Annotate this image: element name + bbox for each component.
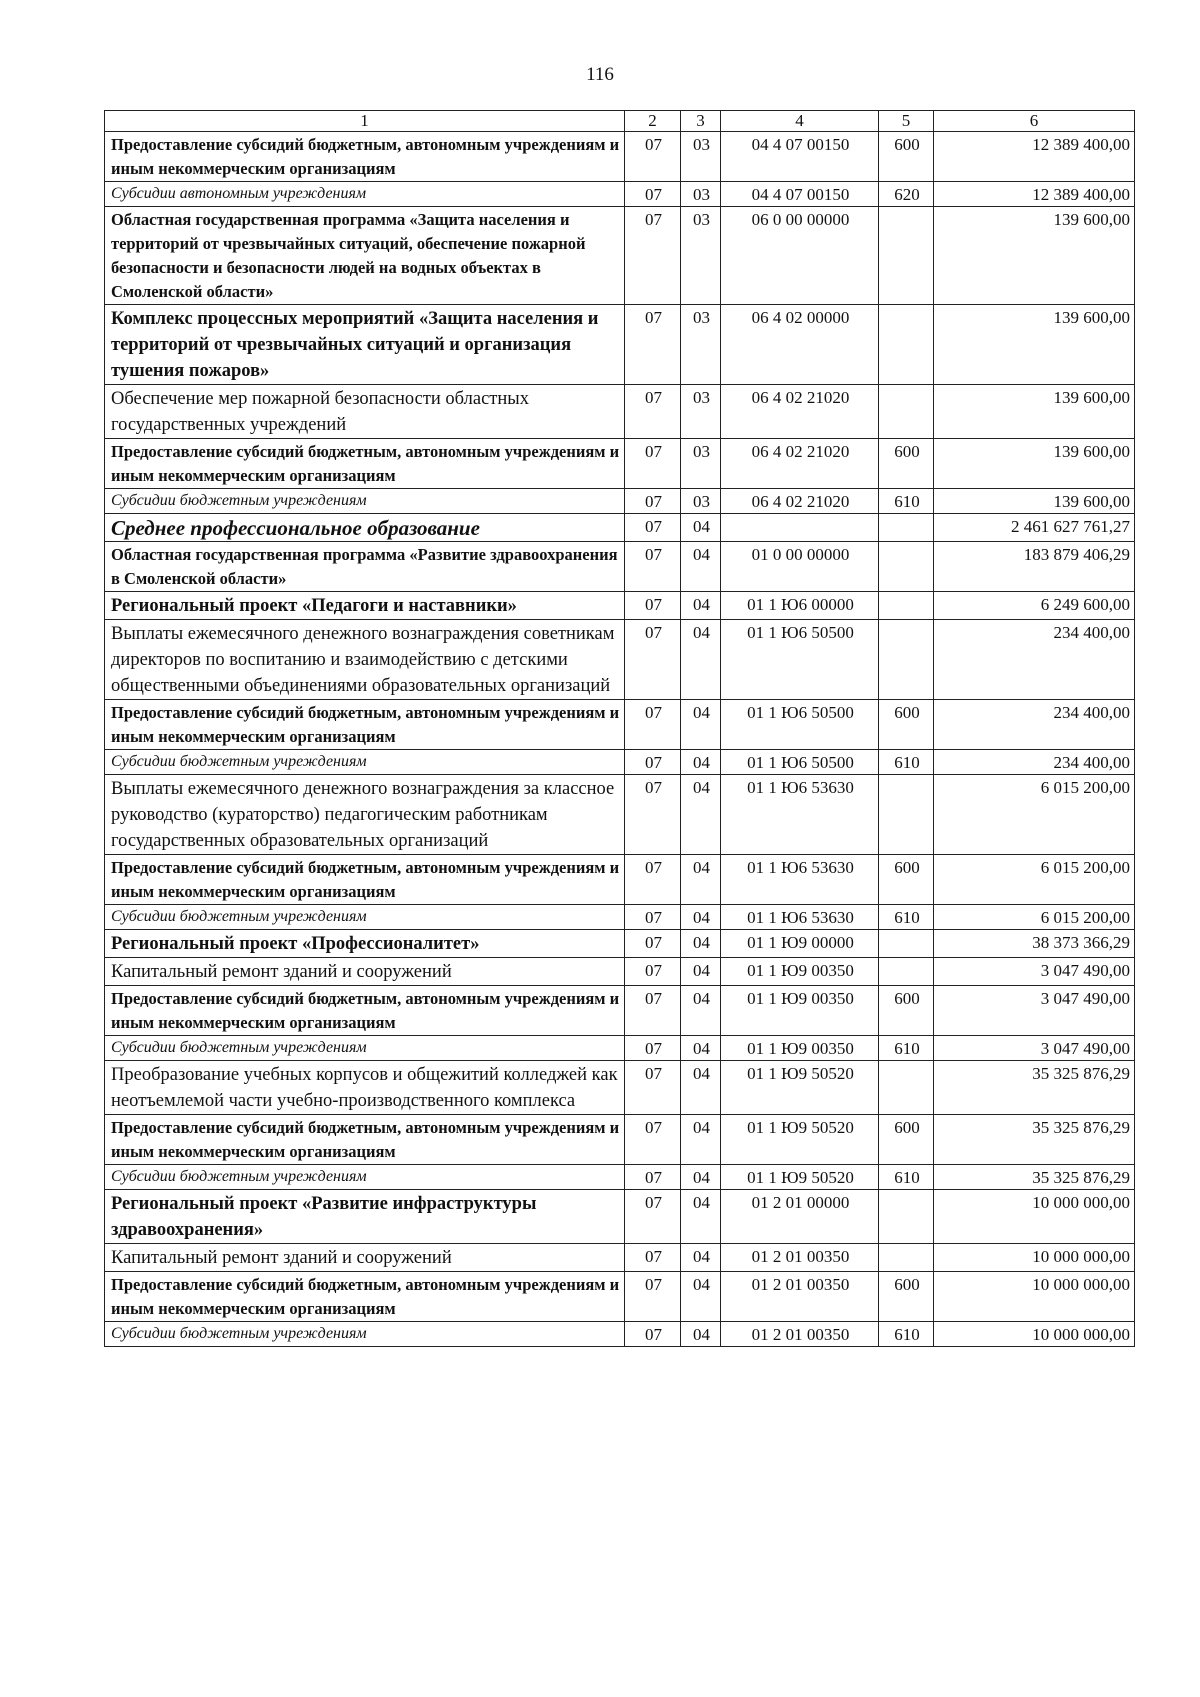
row-section-code: 07	[625, 305, 681, 385]
table-row	[105, 986, 1135, 1036]
row-expense-type	[879, 930, 934, 958]
row-amount: 10 000 000,00	[934, 1190, 1135, 1244]
row-section-code: 07	[625, 930, 681, 958]
row-section-code: 07	[625, 905, 681, 930]
row-amount: 3 047 490,00	[934, 958, 1135, 986]
row-amount: 35 325 876,29	[934, 1165, 1135, 1190]
row-amount: 12 389 400,00	[934, 132, 1135, 182]
row-name: Предоставление субсидий бюджетным, автономным учреждениям и иным некоммерческим организациям	[105, 1272, 625, 1322]
row-target-article: 06 4 02 21020	[721, 439, 879, 489]
row-name: Областная государственная программа «Развитие здравоохранения в Смоленской области»	[105, 542, 625, 592]
row-expense-type: 600	[879, 855, 934, 905]
row-target-article	[721, 514, 879, 542]
row-name: Областная государственная программа «Защита населения и территорий от чрезвычайных ситуаций, обеспечение пожарной безопасности и безопасности людей на водных объектах в Смоленской области»	[105, 207, 625, 305]
row-subsection-code: 04	[681, 700, 721, 750]
row-section-code: 07	[625, 700, 681, 750]
row-target-article: 06 4 02 00000	[721, 305, 879, 385]
row-amount: 10 000 000,00	[934, 1322, 1135, 1347]
row-expense-type	[879, 385, 934, 439]
table-row	[105, 207, 1135, 305]
row-expense-type: 600	[879, 986, 934, 1036]
table-row	[105, 592, 1135, 620]
row-section-code: 07	[625, 1272, 681, 1322]
row-subsection-code: 04	[681, 1165, 721, 1190]
row-amount: 3 047 490,00	[934, 1036, 1135, 1061]
row-target-article: 01 2 01 00350	[721, 1272, 879, 1322]
column-header-5: 5	[879, 111, 934, 132]
row-subsection-code: 04	[681, 930, 721, 958]
row-section-code: 07	[625, 542, 681, 592]
row-subsection-code: 03	[681, 385, 721, 439]
row-subsection-code: 04	[681, 986, 721, 1036]
row-name: Предоставление субсидий бюджетным, автономным учреждениям и иным некоммерческим организациям	[105, 1115, 625, 1165]
row-subsection-code: 03	[681, 182, 721, 207]
row-section-code: 07	[625, 182, 681, 207]
row-expense-type: 610	[879, 1036, 934, 1061]
row-section-code: 07	[625, 592, 681, 620]
row-expense-type	[879, 592, 934, 620]
row-section-code: 07	[625, 986, 681, 1036]
column-header-4: 4	[721, 111, 879, 132]
row-amount: 6 015 200,00	[934, 775, 1135, 855]
row-expense-type	[879, 514, 934, 542]
column-header-1: 1	[105, 111, 625, 132]
row-amount: 183 879 406,29	[934, 542, 1135, 592]
table-row	[105, 1115, 1135, 1165]
table-row	[105, 182, 1135, 207]
row-expense-type: 600	[879, 132, 934, 182]
table-row	[105, 958, 1135, 986]
row-expense-type	[879, 1061, 934, 1115]
budget-table	[104, 110, 1135, 1347]
row-name: Капитальный ремонт зданий и сооружений	[105, 958, 625, 986]
table-row	[105, 1061, 1135, 1115]
row-name: Субсидии бюджетным учреждениям	[105, 750, 625, 775]
row-name: Предоставление субсидий бюджетным, автономным учреждениям и иным некоммерческим организациям	[105, 439, 625, 489]
page-number: 116	[586, 64, 614, 85]
row-amount: 6 015 200,00	[934, 855, 1135, 905]
row-name: Предоставление субсидий бюджетным, автономным учреждениям и иным некоммерческим организациям	[105, 700, 625, 750]
row-section-code: 07	[625, 958, 681, 986]
row-expense-type	[879, 1244, 934, 1272]
row-expense-type: 610	[879, 1165, 934, 1190]
row-section-code: 07	[625, 514, 681, 542]
row-section-code: 07	[625, 1036, 681, 1061]
row-name: Обеспечение мер пожарной безопасности областных государственных учреждений	[105, 385, 625, 439]
row-section-code: 07	[625, 207, 681, 305]
row-subsection-code: 04	[681, 592, 721, 620]
row-name: Преобразование учебных корпусов и общежитий колледжей как неотъемлемой части учебно-производственного комплекса	[105, 1061, 625, 1115]
table-row	[105, 1322, 1135, 1347]
table-row	[105, 305, 1135, 385]
row-name: Региональный проект «Педагоги и наставники»	[105, 592, 625, 620]
table-row	[105, 1244, 1135, 1272]
table-row	[105, 385, 1135, 439]
row-target-article: 06 0 00 00000	[721, 207, 879, 305]
row-amount: 139 600,00	[934, 489, 1135, 514]
row-name: Предоставление субсидий бюджетным, автономным учреждениям и иным некоммерческим организациям	[105, 986, 625, 1036]
row-name: Субсидии бюджетным учреждениям	[105, 1036, 625, 1061]
row-expense-type: 610	[879, 905, 934, 930]
row-amount: 139 600,00	[934, 207, 1135, 305]
table-row	[105, 439, 1135, 489]
row-name: Субсидии бюджетным учреждениям	[105, 1322, 625, 1347]
row-name: Предоставление субсидий бюджетным, автономным учреждениям и иным некоммерческим организациям	[105, 132, 625, 182]
row-target-article: 01 1 Ю9 50520	[721, 1115, 879, 1165]
row-section-code: 07	[625, 775, 681, 855]
row-amount: 234 400,00	[934, 620, 1135, 700]
row-name: Среднее профессиональное образование	[105, 514, 625, 542]
table-row	[105, 542, 1135, 592]
row-section-code: 07	[625, 1061, 681, 1115]
row-subsection-code: 04	[681, 514, 721, 542]
row-amount: 6 015 200,00	[934, 905, 1135, 930]
row-target-article: 01 1 Ю6 53630	[721, 775, 879, 855]
row-section-code: 07	[625, 132, 681, 182]
row-name: Выплаты ежемесячного денежного вознаграждения за классное руководство (кураторство) педагогическим работникам государственных образовательных организаций	[105, 775, 625, 855]
row-target-article: 01 1 Ю9 00000	[721, 930, 879, 958]
table-row	[105, 930, 1135, 958]
table-row	[105, 489, 1135, 514]
row-expense-type	[879, 542, 934, 592]
row-amount: 3 047 490,00	[934, 986, 1135, 1036]
row-expense-type	[879, 305, 934, 385]
row-subsection-code: 04	[681, 1322, 721, 1347]
row-subsection-code: 03	[681, 207, 721, 305]
row-target-article: 01 1 Ю6 50500	[721, 700, 879, 750]
row-subsection-code: 04	[681, 542, 721, 592]
row-expense-type: 610	[879, 1322, 934, 1347]
row-expense-type: 610	[879, 750, 934, 775]
row-amount: 139 600,00	[934, 385, 1135, 439]
row-section-code: 07	[625, 1190, 681, 1244]
row-expense-type	[879, 207, 934, 305]
row-amount: 139 600,00	[934, 305, 1135, 385]
row-target-article: 06 4 02 21020	[721, 489, 879, 514]
row-target-article: 01 1 Ю9 00350	[721, 986, 879, 1036]
table-row	[105, 700, 1135, 750]
row-name: Субсидии бюджетным учреждениям	[105, 905, 625, 930]
row-amount: 234 400,00	[934, 750, 1135, 775]
row-section-code: 07	[625, 1115, 681, 1165]
row-subsection-code: 04	[681, 1036, 721, 1061]
row-section-code: 07	[625, 385, 681, 439]
table-row	[105, 514, 1135, 542]
row-amount: 2 461 627 761,27	[934, 514, 1135, 542]
row-name: Капитальный ремонт зданий и сооружений	[105, 1244, 625, 1272]
column-header-3: 3	[681, 111, 721, 132]
row-amount: 139 600,00	[934, 439, 1135, 489]
row-subsection-code: 03	[681, 305, 721, 385]
row-subsection-code: 04	[681, 1190, 721, 1244]
row-subsection-code: 04	[681, 620, 721, 700]
row-subsection-code: 03	[681, 489, 721, 514]
row-subsection-code: 04	[681, 1272, 721, 1322]
table-row	[105, 1165, 1135, 1190]
row-section-code: 07	[625, 1322, 681, 1347]
row-target-article: 01 1 Ю9 50520	[721, 1061, 879, 1115]
row-target-article: 04 4 07 00150	[721, 182, 879, 207]
row-expense-type	[879, 620, 934, 700]
row-target-article: 01 1 Ю6 53630	[721, 905, 879, 930]
row-name: Региональный проект «Развитие инфраструктуры здравоохранения»	[105, 1190, 625, 1244]
row-amount: 10 000 000,00	[934, 1244, 1135, 1272]
row-expense-type: 600	[879, 1115, 934, 1165]
row-section-code: 07	[625, 750, 681, 775]
row-name: Субсидии автономным учреждениям	[105, 182, 625, 207]
row-amount: 6 249 600,00	[934, 592, 1135, 620]
row-amount: 12 389 400,00	[934, 182, 1135, 207]
row-amount: 38 373 366,29	[934, 930, 1135, 958]
row-subsection-code: 04	[681, 958, 721, 986]
row-subsection-code: 03	[681, 439, 721, 489]
row-amount: 35 325 876,29	[934, 1061, 1135, 1115]
table-row	[105, 620, 1135, 700]
row-section-code: 07	[625, 620, 681, 700]
row-section-code: 07	[625, 439, 681, 489]
row-name: Региональный проект «Профессионалитет»	[105, 930, 625, 958]
row-subsection-code: 04	[681, 1115, 721, 1165]
row-name: Предоставление субсидий бюджетным, автономным учреждениям и иным некоммерческим организациям	[105, 855, 625, 905]
row-section-code: 07	[625, 489, 681, 514]
row-subsection-code: 04	[681, 775, 721, 855]
row-subsection-code: 03	[681, 132, 721, 182]
column-header-6: 6	[934, 111, 1135, 132]
table-row	[105, 1272, 1135, 1322]
row-expense-type	[879, 958, 934, 986]
table-row	[105, 905, 1135, 930]
row-name: Субсидии бюджетным учреждениям	[105, 489, 625, 514]
row-name: Выплаты ежемесячного денежного вознаграждения советникам директоров по воспитанию и взаимодействию с детскими общественными объединениями образовательных организаций	[105, 620, 625, 700]
table-row	[105, 855, 1135, 905]
row-amount: 234 400,00	[934, 700, 1135, 750]
row-target-article: 01 1 Ю9 00350	[721, 958, 879, 986]
row-name: Субсидии бюджетным учреждениям	[105, 1165, 625, 1190]
row-expense-type: 620	[879, 182, 934, 207]
table-row	[105, 750, 1135, 775]
row-target-article: 01 1 Ю9 00350	[721, 1036, 879, 1061]
row-section-code: 07	[625, 1165, 681, 1190]
row-target-article: 06 4 02 21020	[721, 385, 879, 439]
row-target-article: 04 4 07 00150	[721, 132, 879, 182]
row-subsection-code: 04	[681, 1244, 721, 1272]
row-subsection-code: 04	[681, 855, 721, 905]
table-row	[105, 1036, 1135, 1061]
row-subsection-code: 04	[681, 750, 721, 775]
row-subsection-code: 04	[681, 1061, 721, 1115]
table-row	[105, 775, 1135, 855]
row-expense-type	[879, 1190, 934, 1244]
row-section-code: 07	[625, 855, 681, 905]
row-amount: 10 000 000,00	[934, 1272, 1135, 1322]
row-target-article: 01 0 00 00000	[721, 542, 879, 592]
row-target-article: 01 1 Ю6 53630	[721, 855, 879, 905]
row-target-article: 01 1 Ю6 00000	[721, 592, 879, 620]
row-expense-type: 610	[879, 489, 934, 514]
row-target-article: 01 2 01 00350	[721, 1244, 879, 1272]
row-expense-type: 600	[879, 439, 934, 489]
row-target-article: 01 2 01 00350	[721, 1322, 879, 1347]
row-expense-type	[879, 775, 934, 855]
table-row	[105, 132, 1135, 182]
header-row	[105, 111, 1135, 132]
row-expense-type: 600	[879, 700, 934, 750]
row-subsection-code: 04	[681, 905, 721, 930]
row-target-article: 01 2 01 00000	[721, 1190, 879, 1244]
column-header-2: 2	[625, 111, 681, 132]
table-row	[105, 1190, 1135, 1244]
row-target-article: 01 1 Ю6 50500	[721, 620, 879, 700]
row-target-article: 01 1 Ю6 50500	[721, 750, 879, 775]
table-body	[105, 132, 1135, 1347]
row-expense-type: 600	[879, 1272, 934, 1322]
row-amount: 35 325 876,29	[934, 1115, 1135, 1165]
row-section-code: 07	[625, 1244, 681, 1272]
row-target-article: 01 1 Ю9 50520	[721, 1165, 879, 1190]
row-name: Комплекс процессных мероприятий «Защита населения и территорий от чрезвычайных ситуаций и организация тушения пожаров»	[105, 305, 625, 385]
